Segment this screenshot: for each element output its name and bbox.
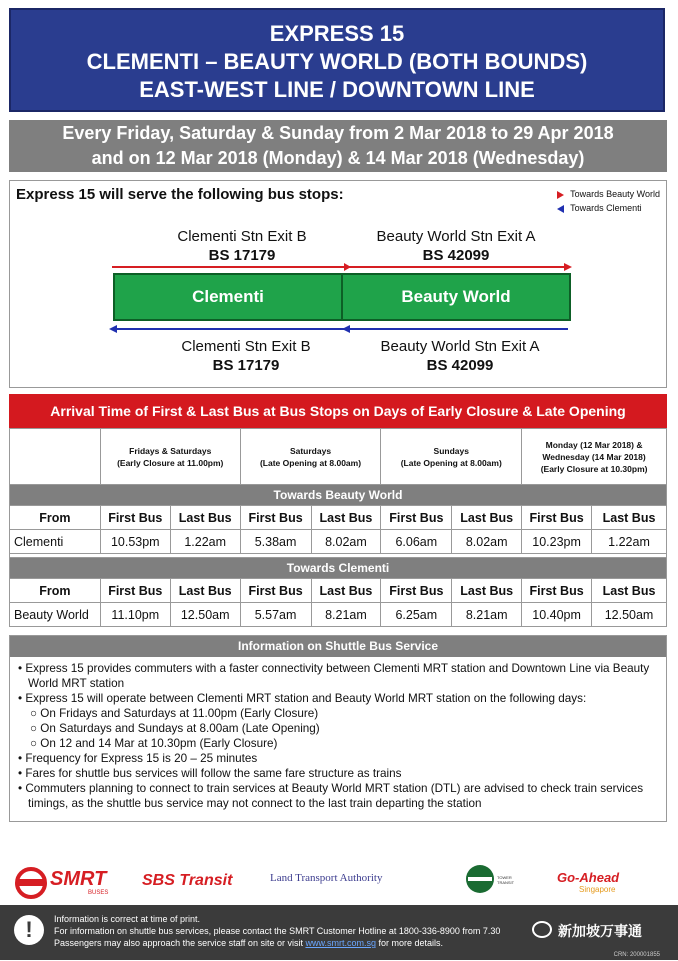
first-bus-header: First Bus — [240, 506, 311, 530]
time-cell: 12.50am — [170, 603, 240, 627]
date-line-1: Every Friday, Saturday & Sunday from 2 Mar 2018 to 29 Apr 2018 — [62, 123, 614, 143]
smrt-sub: BUSES — [88, 890, 109, 896]
info-bullet: • Commuters planning to connect to train services at Beauty World MRT station (DTL) are advised to check train services timings, as the shuttle bus service may not connect to the last train departing the station — [18, 782, 644, 810]
info-bullet: • Express 15 provides commuters with a faster connectivity between Clementi MRT station and Downtown Line via Beauty World MRT station — [18, 662, 650, 690]
legend-towards-beauty-world — [557, 187, 660, 201]
first-bus-header: First Bus — [381, 506, 452, 530]
section-towards-clementi: Towards Clementi — [10, 558, 667, 579]
time-cell: 10.23pm — [522, 530, 592, 554]
last-bus-header: Last Bus — [170, 506, 240, 530]
footer — [0, 905, 678, 960]
stop-code: BS 42099 — [426, 357, 494, 374]
stop-name: Beauty World Stn Exit A — [380, 338, 540, 355]
wechat-icon — [532, 921, 552, 938]
date-line-2: and on 12 Mar 2018 (Monday) & 14 Mar 2018 (Wednesday) — [91, 148, 585, 168]
first-bus-header: First Bus — [240, 579, 311, 603]
from-stop: Clementi — [10, 530, 101, 554]
go-ahead-text: Go-Ahead — [557, 870, 620, 885]
towards-clementi-arrow — [106, 323, 571, 335]
stop-name: Clementi Stn Exit B — [181, 338, 311, 355]
tower-text: TOWER TRANSIT — [497, 875, 515, 885]
table-row — [10, 603, 667, 627]
bus-stops-panel — [9, 180, 667, 388]
last-bus-header: Last Bus — [452, 506, 522, 530]
column-title: Fridays & Saturdays — [129, 445, 212, 456]
operator-logos — [0, 850, 678, 910]
tower-transit-logo — [465, 864, 523, 899]
info-bullet: • Frequency for Express 15 is 20 – 25 minutes — [18, 752, 258, 765]
stops-heading: Express 15 will serve the following bus stops: — [16, 186, 344, 203]
column-subtitle: (Late Opening at 8.00am) — [259, 457, 362, 468]
time-cell: 12.50am — [592, 603, 667, 627]
time-cell: 5.57am — [240, 603, 311, 627]
sbs-transit-logo: SBS Transit — [142, 872, 233, 889]
stop-top-left — [122, 227, 362, 265]
column-header — [100, 429, 240, 485]
column-header — [240, 429, 381, 485]
legend-towards-clementi — [557, 201, 660, 215]
column-header — [522, 429, 667, 485]
blank-cell — [10, 429, 101, 485]
table-header-row — [10, 506, 667, 530]
wechat-watermark — [532, 921, 642, 938]
stop-name: Clementi Stn Exit B — [177, 228, 307, 245]
last-bus-header: Last Bus — [592, 579, 667, 603]
towards-beauty-world-arrow — [110, 261, 575, 273]
info-heading: Information on Shuttle Bus Service — [10, 636, 666, 657]
last-bus-header: Last Bus — [592, 506, 667, 530]
title-line-1: EXPRESS 15 — [269, 21, 405, 46]
lta-logo — [270, 872, 382, 884]
stop-code: BS 17179 — [208, 247, 276, 264]
time-cell: 8.21am — [452, 603, 522, 627]
title-banner — [9, 8, 665, 112]
first-bus-header: First Bus — [381, 579, 452, 603]
info-sub-bullet: ○ On 12 and 14 Mar at 10.30pm (Early Closure) — [30, 737, 278, 750]
from-header: From — [10, 579, 101, 603]
info-list — [10, 657, 666, 811]
title-line-3: EAST-WEST LINE / DOWNTOWN LINE — [139, 77, 535, 102]
last-bus-header: Last Bus — [311, 506, 381, 530]
last-bus-header: Last Bus — [311, 579, 381, 603]
table-header-row — [10, 579, 667, 603]
legend-label-clementi: Towards Clementi — [570, 203, 642, 213]
direction-legend — [557, 187, 660, 215]
column-title: Saturdays — [289, 445, 332, 456]
column-header — [381, 429, 522, 485]
footer-line: Information is correct at time of print. — [54, 914, 201, 924]
title-line-2: CLEMENTI – BEAUTY WORLD (BOTH BOUNDS) — [86, 49, 588, 74]
time-cell: 8.02am — [452, 530, 522, 554]
arrival-heading: Arrival Time of First & Last Bus at Bus Stops on Days of Early Closure & Late Opening — [9, 394, 667, 428]
stop-name: Beauty World Stn Exit A — [376, 228, 536, 245]
last-bus-header: Last Bus — [170, 579, 240, 603]
stop-bottom-right — [340, 337, 580, 375]
wechat-text: 新加坡万事通 — [558, 923, 642, 939]
blue-arrow-icon — [557, 205, 564, 213]
column-subtitle: (Early Closure at 11.00pm) — [117, 457, 224, 468]
time-cell: 1.22am — [170, 530, 240, 554]
segment-beauty-world: Beauty World — [341, 273, 571, 321]
stop-top-right — [336, 227, 576, 265]
column-title: Sundays — [433, 445, 469, 456]
column-header-row — [10, 429, 667, 485]
time-cell: 5.38am — [240, 530, 311, 554]
footer-line-part: for more details. — [375, 938, 444, 948]
go-ahead-sub: Singapore — [579, 885, 616, 894]
segment-clementi: Clementi — [113, 273, 343, 321]
info-bullet: • Fares for shuttle bus services will follow the same fare structure as trains — [18, 767, 402, 780]
go-ahead-logo — [557, 870, 619, 894]
smrt-logo — [14, 866, 114, 905]
time-cell: 10.53pm — [100, 530, 170, 554]
from-header: From — [10, 506, 101, 530]
info-bullet: • Express 15 will operate between Clementi MRT station and Beauty World MRT station on the following days: — [18, 692, 587, 705]
section-towards-beauty-world: Towards Beauty World — [10, 485, 667, 506]
time-cell: 1.22am — [592, 530, 667, 554]
time-cell: 10.40pm — [522, 603, 592, 627]
stop-code: BS 42099 — [422, 247, 490, 264]
time-cell: 8.21am — [311, 603, 381, 627]
table-row — [10, 530, 667, 554]
last-bus-header: Last Bus — [452, 579, 522, 603]
crn-code: CRN: 200001855 — [613, 952, 660, 958]
time-cell: 6.25am — [381, 603, 452, 627]
lta-text: Land Transport Authority — [270, 872, 383, 884]
time-cell: 6.06am — [381, 530, 452, 554]
red-arrow-icon — [557, 191, 564, 199]
first-bus-header: First Bus — [522, 579, 592, 603]
exclamation-icon: ! — [14, 915, 44, 945]
from-stop: Beauty World — [10, 603, 101, 627]
time-cell: 8.02am — [311, 530, 381, 554]
smrt-website-link[interactable]: www.smrt.com.sg — [305, 938, 376, 948]
column-title: Monday (12 Mar 2018) & Wednesday (14 Mar 2018) — [542, 439, 646, 462]
column-subtitle: (Early Closure at 10.30pm) — [540, 463, 648, 474]
first-bus-header: First Bus — [100, 579, 170, 603]
date-banner — [9, 120, 667, 172]
info-sub-bullet: ○ On Fridays and Saturdays at 11.00pm (Early Closure) — [30, 707, 319, 720]
info-sub-bullet: ○ On Saturdays and Sundays at 8.00am (Late Opening) — [30, 722, 320, 735]
stop-code: BS 17179 — [212, 357, 280, 374]
smrt-text: SMRT — [50, 868, 107, 890]
column-subtitle: (Late Opening at 8.00am) — [400, 457, 502, 468]
footer-line: For information on shuttle bus services, please contact the SMRT Customer Hotline at 1800-336-8900 from 7.30 — [54, 926, 501, 936]
first-bus-header: First Bus — [522, 506, 592, 530]
time-cell: 11.10pm — [100, 603, 170, 627]
arrival-time-table — [9, 428, 667, 627]
first-bus-header: First Bus — [100, 506, 170, 530]
footer-text — [54, 913, 500, 949]
footer-line-part: Passengers may also approach the service staff on site or visit — [54, 938, 306, 948]
footer-line — [54, 937, 500, 949]
stop-bottom-left — [126, 337, 366, 375]
shuttle-info-panel — [9, 635, 667, 822]
legend-label-bw: Towards Beauty World — [570, 189, 660, 199]
